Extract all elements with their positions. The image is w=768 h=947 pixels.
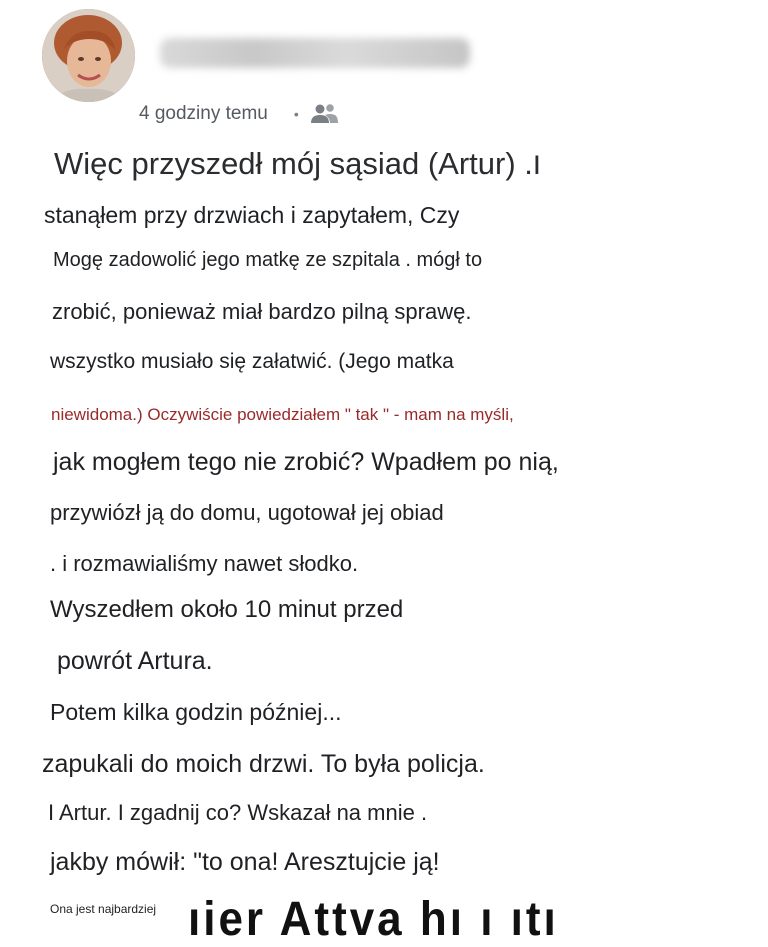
post-line: przywiózł ją do domu, ugotował jej obiad [50, 500, 444, 525]
post-line: niewidoma.) Oczywiście powiedziałem " tak " - mam na myśli, [51, 405, 514, 424]
post-line: jak mogłem tego nie zrobić? Wpadłem po nią, [53, 448, 559, 476]
post-line: Wyszedłem około 10 minut przed [50, 596, 404, 623]
post-timestamp[interactable]: 4 godziny temu [139, 103, 268, 124]
friends-icon[interactable] [309, 102, 339, 126]
author-name-blurred[interactable] [160, 38, 470, 68]
post-line: jakby mówił: "to ona! Aresztujcie ją! [50, 848, 440, 876]
post-line: . i rozmawialiśmy nawet słodko. [50, 551, 359, 576]
post-line: I Artur. I zgadnij co? Wskazał na mnie . [48, 800, 428, 825]
post-line: Więc przyszedł mój sąsiad (Artur) .ו [54, 146, 541, 181]
post-line: stanąłem przy drzwiach i zapytałem, Czy [44, 202, 460, 228]
post-line: wszystko musiało się załatwić. (Jego matka [50, 350, 454, 373]
avatar-image [42, 9, 135, 102]
garbled-footer-text: ıier Attva hı ı ıtı [188, 892, 559, 946]
post-line: Potem kilka godzin później... [50, 699, 342, 725]
post-line: Ona jest najbardziej [50, 902, 157, 916]
post-line: zrobić, ponieważ miał bardzo pilną sprawę. [52, 299, 472, 324]
post-meta [139, 101, 339, 127]
author-avatar[interactable] [42, 9, 135, 102]
post-line: powrót Artura. [57, 647, 213, 675]
meta-separator: • [293, 106, 299, 122]
post-line: zapukali do moich drzwi. To była policja. [42, 750, 485, 778]
post-line: Mogę zadowolić jego matkę ze szpitala . mógł to [53, 249, 483, 271]
